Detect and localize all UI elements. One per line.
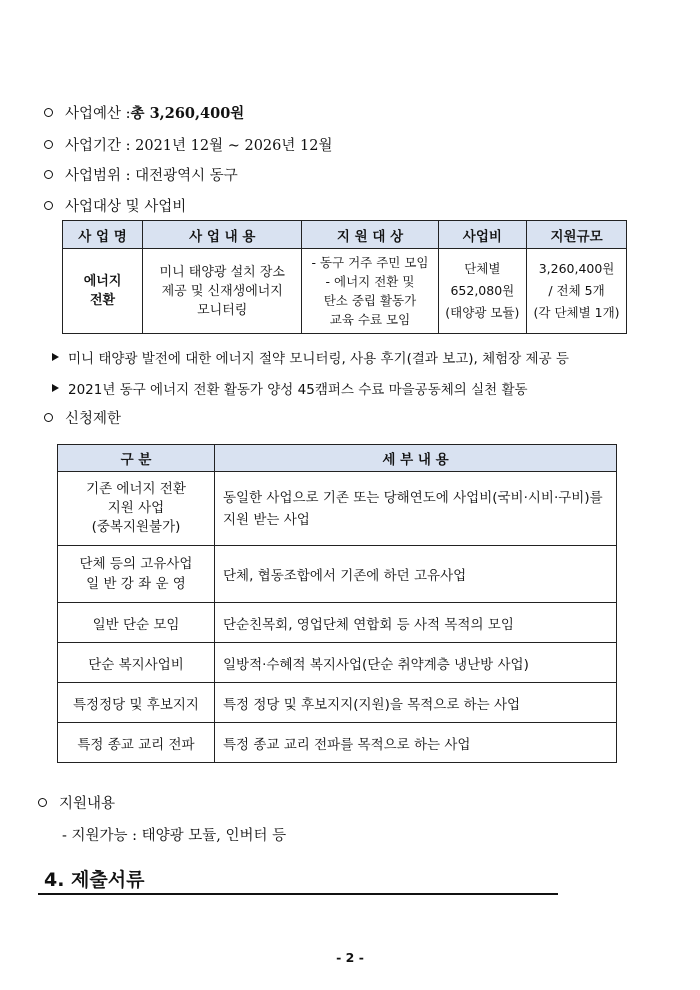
budget-line [44, 102, 244, 123]
circle-bullet-icon [38, 798, 47, 807]
budget-table [62, 220, 627, 334]
detail-cell: 일방적·수혜적 복지사업(단순 취약계층 냉난방 사업) [215, 643, 617, 683]
circle-bullet-icon [44, 201, 53, 210]
period-text: 사업기간 : 2021년 12월 ~ 2026년 12월 [65, 138, 333, 154]
category-cell: 단체 등의 고유사업 일 반 강 좌 운 영 [58, 546, 215, 603]
category-cell: 특정 종교 교리 전파 [58, 723, 215, 763]
heading-underline [38, 893, 558, 895]
project-content-cell: 미니 태양광 설치 장소 제공 및 신재생에너지 모니터링 [143, 249, 302, 334]
triangle-bullet-icon [52, 353, 59, 361]
circle-bullet-icon [44, 108, 53, 117]
detail-cell: 동일한 사업으로 기존 또는 당해연도에 사업비(국비·시비·구비)를 지원 받는 사업 [215, 472, 617, 546]
category-cell: 단순 복지사업비 [58, 643, 215, 683]
support-scale-cell: 3,260,400원 / 전체 5개 (각 단체별 1개) [527, 249, 627, 334]
detail-cell: 단순친목회, 영업단체 연합회 등 사적 목적의 모임 [215, 603, 617, 643]
header-project-cost: 사업비 [438, 221, 526, 249]
budget-label: 사업예산 : [65, 106, 131, 122]
period-line [44, 134, 332, 155]
support-title-line [38, 792, 115, 813]
scope-line [44, 164, 238, 185]
header-category: 구 분 [58, 445, 215, 472]
header-project-content: 사 업 내 용 [143, 221, 302, 249]
header-support-target: 지 원 대 상 [302, 221, 438, 249]
support-target-cell: - 동구 거주 주민 모임 - 에너지 전환 및 탄소 중립 활동가 교육 수료 모임 [302, 249, 438, 334]
section-heading: 4. 제출서류 [44, 869, 145, 891]
category-cell: 특정정당 및 후보지지 [58, 683, 215, 723]
target-text: 사업대상 및 사업비 [65, 199, 187, 215]
page-number: - 2 - [336, 950, 364, 965]
header-support-scale: 지원규모 [527, 221, 627, 249]
project-name-cell: 에너지 전환 [63, 249, 143, 334]
support-title: 지원내용 [59, 796, 116, 812]
detail-cell: 특정 정당 및 후보지지(지원)을 목적으로 하는 사업 [215, 683, 617, 723]
scope-text: 사업범위 : 대전광역시 동구 [65, 168, 238, 184]
project-cost-cell: 단체별 652,080원 (태양광 모듈) [438, 249, 526, 334]
detail-cell: 단체, 협동조합에서 기존에 하던 고유사업 [215, 546, 617, 603]
header-detail: 세 부 내 용 [215, 445, 617, 472]
note-item: 2021년 동구 에너지 전환 활동가 양성 45캠퍼스 수료 마을공동체의 실천 활동 [52, 378, 528, 398]
restriction-title-line [44, 407, 121, 428]
budget-value: 총 3,260,400원 [130, 105, 245, 122]
category-cell: 일반 단순 모임 [58, 603, 215, 643]
restriction-title: 신청제한 [65, 411, 122, 427]
restriction-table [57, 444, 617, 763]
circle-bullet-icon [44, 170, 53, 179]
header-project-name: 사 업 명 [63, 221, 143, 249]
circle-bullet-icon [44, 140, 53, 149]
detail-cell: 특정 종교 교리 전파를 목적으로 하는 사업 [215, 723, 617, 763]
category-cell: 기존 에너지 전환 지원 사업 (중복지원불가) [58, 472, 215, 546]
note-item: 미니 태양광 발전에 대한 에너지 절약 모니터링, 사용 후기(결과 보고), 체험장 제공 등 [52, 347, 569, 367]
triangle-bullet-icon [52, 384, 59, 392]
support-item: - 지원가능 : 태양광 모듈, 인버터 등 [62, 828, 287, 844]
circle-bullet-icon [44, 413, 53, 422]
target-line [44, 195, 186, 216]
